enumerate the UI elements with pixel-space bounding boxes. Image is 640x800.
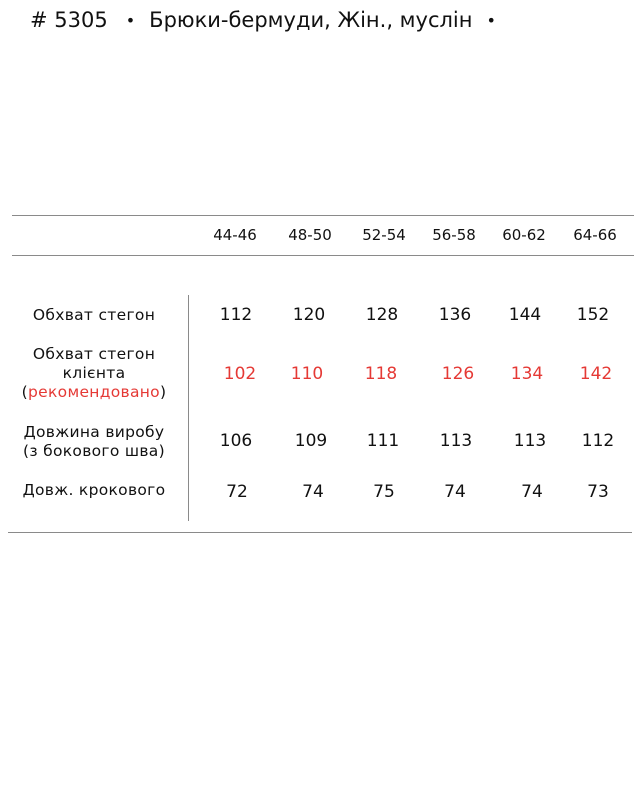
row-label: Довж. крокового: [22, 481, 166, 499]
table-cell: 112: [581, 431, 615, 451]
table-cell-recommended: 102: [223, 364, 257, 384]
recommended-highlight: рекомендовано: [28, 383, 160, 401]
page-title: [30, 8, 496, 32]
product-name: Брюки-бермуди, Жін., муслін: [149, 8, 473, 32]
size-header: 64-66: [573, 226, 617, 244]
table-cell: 120: [292, 305, 326, 325]
table-cell-recommended: 126: [441, 364, 475, 384]
title-separator: •: [125, 10, 136, 30]
table-cell: 74: [521, 482, 543, 502]
table-top-rule: [12, 215, 634, 216]
table-cell: 136: [438, 305, 472, 325]
table-cell: 152: [576, 305, 610, 325]
product-code: # 5305: [30, 8, 108, 32]
row-label: Обхват стегон: [32, 306, 156, 324]
size-header: 60-62: [502, 226, 546, 244]
table-cell: 75: [373, 482, 395, 502]
table-cell: 73: [587, 482, 609, 502]
size-header: 52-54: [362, 226, 406, 244]
title-separator-end: •: [486, 10, 496, 30]
table-cell: 106: [219, 431, 253, 451]
table-cell: 111: [366, 431, 400, 451]
table-cell: 72: [226, 482, 248, 502]
size-header: 48-50: [288, 226, 332, 244]
table-cell: 109: [294, 431, 328, 451]
table-cell: 144: [508, 305, 542, 325]
table-cell-recommended: 110: [290, 364, 324, 384]
table-cell-recommended: 142: [579, 364, 613, 384]
size-header: 44-46: [213, 226, 257, 244]
size-header: 56-58: [432, 226, 476, 244]
table-cell: 113: [439, 431, 473, 451]
table-cell-recommended: 134: [510, 364, 544, 384]
table-cell: 74: [444, 482, 466, 502]
header-bottom-rule: [12, 255, 634, 256]
row-label: Довжина виробу (з бокового шва): [23, 423, 165, 460]
table-cell: 112: [219, 305, 253, 325]
label-column-divider: [188, 295, 189, 521]
table-cell: 113: [513, 431, 547, 451]
table-cell: 74: [302, 482, 324, 502]
table-cell-recommended: 118: [364, 364, 398, 384]
table-bottom-rule: [8, 532, 632, 533]
table-cell: 128: [365, 305, 399, 325]
row-label: Обхват стегон клієнта (рекомендовано): [21, 345, 167, 401]
